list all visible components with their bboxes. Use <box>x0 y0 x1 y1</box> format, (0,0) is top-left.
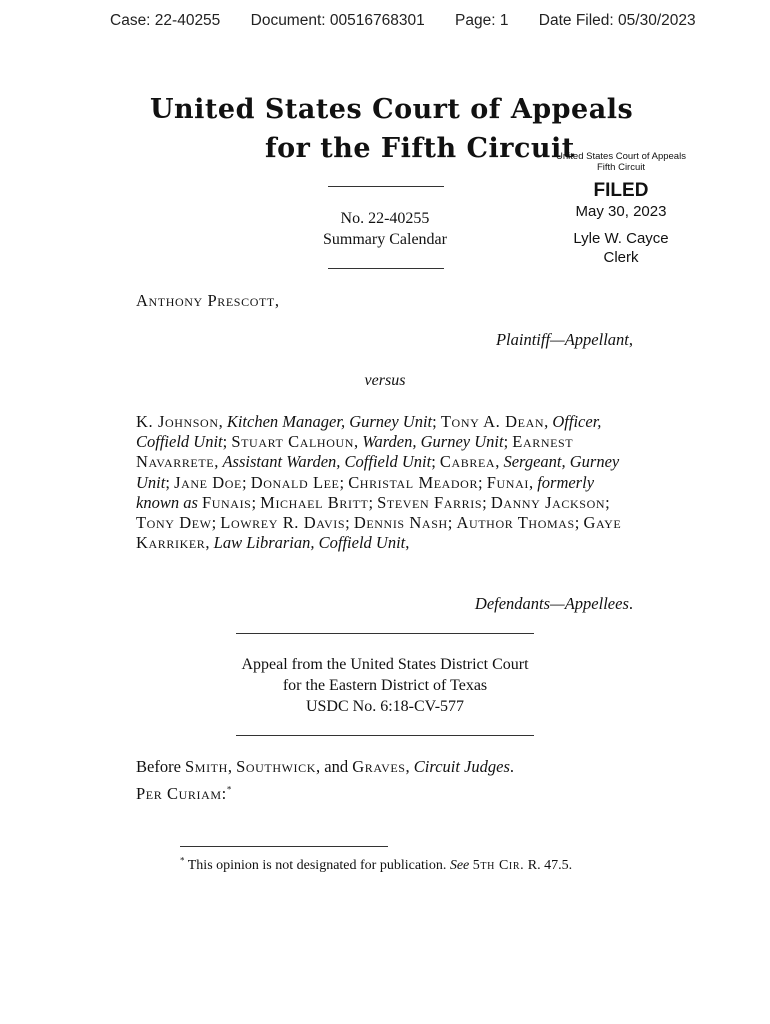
court-title-line2: for the Fifth Circuit <box>265 133 575 164</box>
defendants-label-line: Defendants—Appellees. <box>474 594 633 613</box>
divider <box>328 186 444 187</box>
date-filed-header: Date Filed: 05/30/2023 <box>538 12 696 29</box>
footnote-text: This opinion is not designated for publication. <box>187 858 447 873</box>
defendant-title: Officer, Coffield Unit <box>136 412 602 452</box>
appeal-line2: for the Eastern District of Texas <box>282 677 488 694</box>
defendant-title: Assistant Warden, Coffield Unit <box>222 452 432 472</box>
page-number-header: Page: 1 <box>455 12 509 29</box>
defendant-name: Stuart Calhoun <box>231 432 354 452</box>
plaintiff-name-line: Anthony Prescott, <box>136 291 279 310</box>
defendant-title: Warden, Gurney Unit <box>362 432 504 452</box>
stamp-court: United States Court of Appeals <box>556 151 686 162</box>
defendant-name: K. Johnson <box>136 412 219 431</box>
case-info <box>285 208 485 250</box>
defendant-name: Lowrey R. Davis <box>220 513 346 533</box>
defendant-title: Kitchen Manager, Gurney Unit <box>226 412 433 431</box>
stamp-clerk-name: Lyle W. Cayce <box>573 230 669 247</box>
court-title-line1: United States Court of Appeals <box>150 94 634 125</box>
defendant-name: Funai <box>486 472 529 492</box>
panel-before: Before <box>136 757 181 776</box>
judge-name: Southwick <box>236 757 317 776</box>
defendants-label: Defendants—Appellees <box>474 594 629 613</box>
plaintiff-label: Plaintiff—Appellant <box>495 330 629 349</box>
footnote-marker: * <box>226 784 232 795</box>
divider <box>328 268 444 269</box>
defendant-name: Danny Jackson <box>490 492 606 512</box>
case-number-header: Case: 22-40255 <box>110 12 221 29</box>
defendant-name: Earnest Navarrete <box>136 432 574 472</box>
per-curiam-line <box>136 784 634 804</box>
document-number-header: Document: 00516768301 <box>250 12 425 29</box>
per-curiam: Per Curiam: <box>136 784 227 803</box>
defendant-aka: Funais <box>202 492 252 512</box>
calendar-type: Summary Calendar <box>323 231 447 248</box>
defendant-name: Tony Dew <box>136 513 212 533</box>
footnote <box>180 855 573 874</box>
versus: versus <box>364 372 406 389</box>
defendant-name: Cabrea <box>439 452 496 472</box>
defendant-name: Gaye Karriker <box>136 513 622 553</box>
stamp-clerk-title: Clerk <box>603 249 639 266</box>
stamp-date: May 30, 2023 <box>575 203 667 220</box>
plaintiff-label-line: Plaintiff—Appellant, <box>495 330 633 349</box>
defendant-name: Author Thomas <box>456 513 575 533</box>
defendant-name: Jane Doe <box>174 472 242 492</box>
footnote-see: See <box>449 858 470 873</box>
panel-line: Before Smith, Southwick, and Graves, Circuit Judges. <box>136 757 515 776</box>
defendant-name: Donald Lee <box>250 472 340 492</box>
judge-name: Graves <box>352 757 406 776</box>
footnote-rule-cite: 5th Cir. <box>472 858 525 873</box>
plaintiff-name: Anthony Prescott <box>136 291 275 310</box>
defendant-title: Law Librarian, Coffield Unit <box>213 533 406 553</box>
judge-name: Smith <box>185 757 228 776</box>
appeal-line1: Appeal from the United States District Court <box>241 656 529 673</box>
defendant-name: Michael Britt <box>260 492 369 512</box>
defendant-title: formerly known as <box>136 472 595 512</box>
appeal-line3: USDC No. 6:18-CV-577 <box>305 698 465 715</box>
stamp-filed: FILED <box>593 180 649 201</box>
appeal-block <box>200 654 570 717</box>
divider <box>236 633 534 634</box>
defendant-name: Steven Farris <box>377 492 483 512</box>
footnote-divider <box>180 846 388 847</box>
defendant-name: Tony A. Dean <box>440 412 545 431</box>
divider <box>236 735 534 736</box>
defendant-name: Dennis Nash <box>353 513 448 533</box>
stamp-circuit: Fifth Circuit <box>596 162 646 173</box>
footnote-rule-number: R. 47.5. <box>527 858 573 873</box>
defendant-title: Sergeant, Gurney Unit <box>136 452 620 492</box>
panel-role: Circuit Judges <box>413 757 510 776</box>
defendant-name: Christal Meador <box>348 472 479 492</box>
filed-stamp <box>556 151 686 267</box>
document-header <box>110 12 696 30</box>
footnote-marker: * <box>180 855 185 866</box>
defendants-list: K. Johnson, Kitchen Manager, Gurney Unit; Tony A. Dean, Officer, Coffield Unit; Stuart Calhoun, Warden, Gurney Unit; Earnest Navarrete, Assistant Warden, Coffield Unit; Cabrea, Sergeant, Gurney Unit; Jane Doe; Donald Lee; Christal Meador; Funai, formerly known as Funais; Michael Britt; Steven Farris; Danny Jackson; Tony Dew; Lowrey R. Davis; Dennis Nash; Author Thomas; Gaye Karriker, Law Librarian, Coffield Unit, <box>136 412 622 553</box>
panel-and: and <box>324 757 349 776</box>
case-number: No. 22-40255 <box>340 210 430 227</box>
